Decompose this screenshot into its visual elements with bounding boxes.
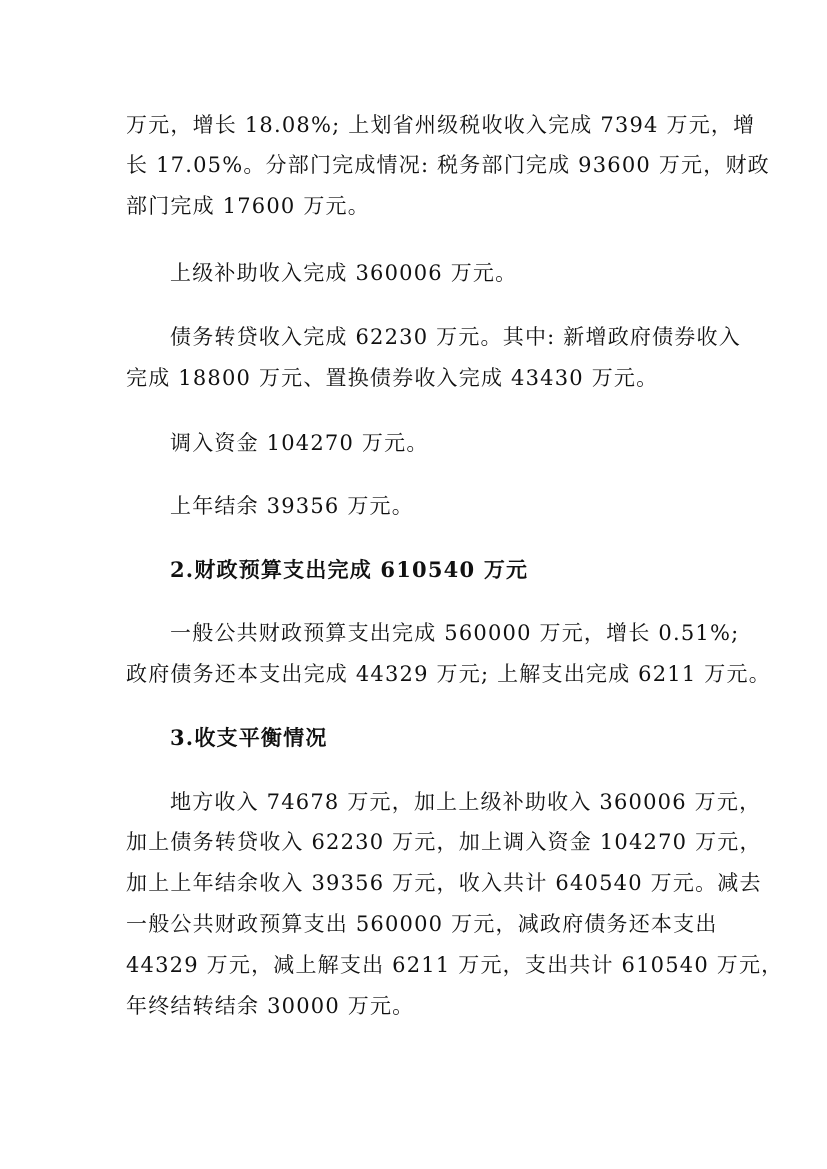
text-line: 长 17.05%。分部门完成情况: 税务部门完成 93600 万元，财政 xyxy=(126,153,770,177)
text-line: 加上上年结余收入 39356 万元，收入共计 640540 万元。减去 xyxy=(126,871,762,895)
text-line: 万元，增长 18.08%; 上划省州级税收收入完成 7394 万元，增 xyxy=(126,113,756,137)
text-line: 加上债务转贷收入 62230 万元，加上调入资金 104270 万元， xyxy=(126,830,762,854)
section-heading: 2.财政预算支出完成 610540 万元 xyxy=(170,557,529,582)
text-line: 地方收入 74678 万元，加上上级补助收入 360006 万元， xyxy=(170,790,762,814)
text-line: 上级补助收入完成 360006 万元。 xyxy=(170,261,518,285)
text-line: 债务转贷收入完成 62230 万元。其中: 新增政府债券收入 xyxy=(170,325,741,349)
text-line: 一般公共财政预算支出完成 560000 万元，增长 0.51%; xyxy=(170,621,740,645)
text-line: 完成 18800 万元、置换债券收入完成 43430 万元。 xyxy=(126,366,659,390)
text-line: 一般公共财政预算支出 560000 万元，减政府债务还本支出 xyxy=(126,912,718,936)
text-line: 部门完成 17600 万元。 xyxy=(126,194,370,218)
text-line: 年终结转结余 30000 万元。 xyxy=(126,994,415,1018)
text-line: 44329 万元，减上解支出 6211 万元，支出共计 610540 万元， xyxy=(126,953,784,977)
text-line: 调入资金 104270 万元。 xyxy=(170,431,429,455)
text-line: 上年结余 39356 万元。 xyxy=(170,494,414,518)
section-heading: 3.收支平衡情况 xyxy=(170,725,328,750)
text-line: 政府债务还本支出完成 44329 万元; 上解支出完成 6211 万元。 xyxy=(126,662,771,686)
